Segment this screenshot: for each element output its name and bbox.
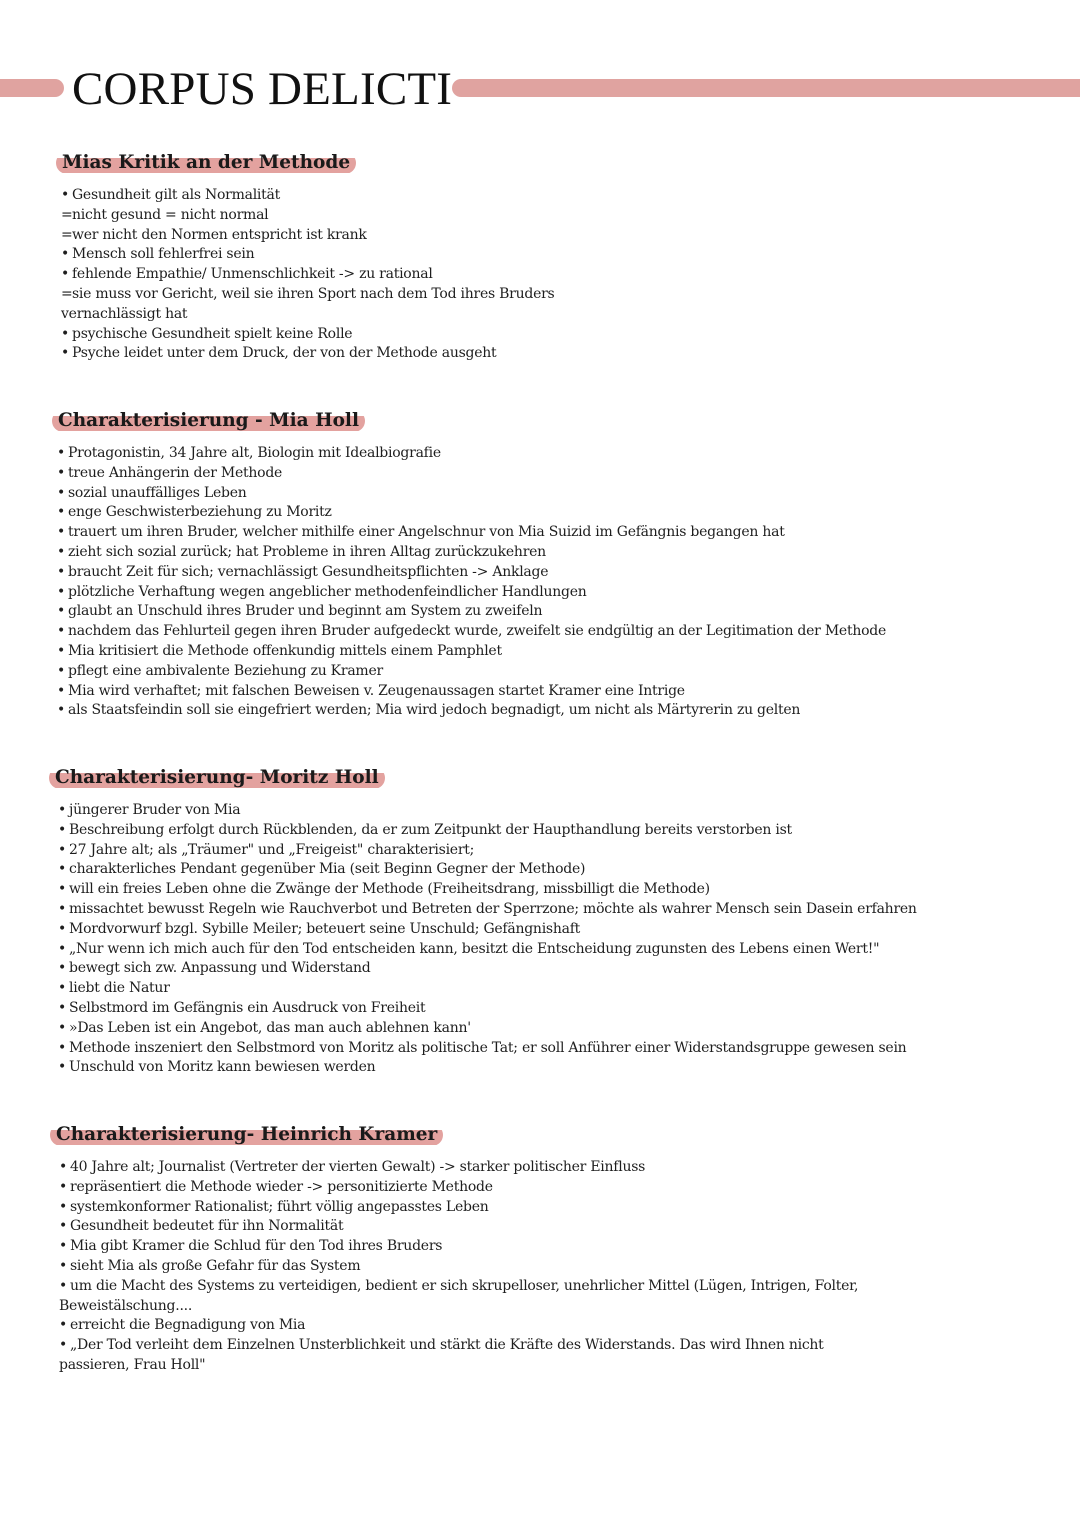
list-item-text: missachtet bewusst Regeln wie Rauchverbot und Betreten der Sperrzone; möchte als wahrer Mensch sein Dasein erfahren xyxy=(69,900,917,917)
bullet-icon: • xyxy=(61,246,70,263)
bullet-icon: • xyxy=(57,563,66,580)
list-item-text: pflegt eine ambivalente Beziehung zu Kramer xyxy=(68,662,383,679)
list-item xyxy=(57,701,1080,721)
list-item-text: Beweistälschung.... xyxy=(59,1297,193,1314)
list-item xyxy=(58,920,1080,940)
list-item xyxy=(58,1039,1080,1059)
bullet-list xyxy=(0,801,1080,1078)
bullet-icon: • xyxy=(57,642,66,659)
list-item-text: »Das Leben ist ein Angebot, das man auch ablehnen kann' xyxy=(69,1019,471,1036)
equals-marker: = xyxy=(61,206,73,223)
list-item xyxy=(61,226,1080,246)
list-item-text: plötzliche Verhaftung wegen angeblicher methodenfeindlicher Handlungen xyxy=(68,583,587,600)
bullet-icon: • xyxy=(58,999,67,1016)
bullet-icon: • xyxy=(58,841,67,858)
list-item-text: glaubt an Unschuld ihres Bruder und beginnt am System zu zweifeln xyxy=(68,603,543,620)
bullet-icon: • xyxy=(58,920,67,937)
bullet-icon: • xyxy=(57,464,66,481)
list-item-text: systemkonformer Rationalist; führt völlig angepasstes Leben xyxy=(70,1198,489,1215)
list-item-text: Gesundheit bedeutet für ihn Normalität xyxy=(70,1218,344,1235)
list-item xyxy=(59,1336,1080,1356)
list-item-text: Methode inszeniert den Selbstmord von Moritz als politische Tat; er soll Anführer einer Widerstandsgruppe gewesen sein xyxy=(69,1039,907,1056)
list-item xyxy=(57,484,1080,504)
list-item xyxy=(61,265,1080,285)
title-decoration-right xyxy=(452,79,1080,97)
list-item xyxy=(57,444,1080,464)
list-item xyxy=(61,245,1080,265)
section-heading: Charakterisierung- Moritz Holl xyxy=(49,767,385,789)
list-item-text: nachdem das Fehlurteil gegen ihren Bruder aufgedeckt wurde, zweifelt sie endgültig an der Legitimation der Methode xyxy=(68,623,887,640)
list-item-text: „Der Tod verleiht dem Einzelnen Unsterblichkeit und stärkt die Kräfte des Widerstands. Das wird Ihnen nicht xyxy=(70,1337,824,1354)
list-item xyxy=(59,1237,1080,1257)
bullet-icon: • xyxy=(57,504,66,521)
bullet-icon: • xyxy=(57,662,66,679)
bullet-icon: • xyxy=(59,1277,68,1294)
bullet-icon: • xyxy=(61,187,70,203)
list-item xyxy=(59,1297,1080,1317)
list-item xyxy=(57,503,1080,523)
list-item-text: Beschreibung erfolgt durch Rückblenden, da er zum Zeitpunkt der Haupthandlung bereits verstorben ist xyxy=(69,821,792,838)
list-item xyxy=(58,880,1080,900)
bullet-icon: • xyxy=(61,266,70,283)
list-item xyxy=(58,900,1080,920)
list-item-text: sozial unauffälliges Leben xyxy=(68,484,247,501)
equals-marker: = xyxy=(61,285,73,302)
list-item-text: Mensch soll fehlerfrei sein xyxy=(72,246,255,263)
bullet-icon: • xyxy=(59,1198,68,1215)
list-item-text: wer nicht den Normen entspricht ist krank xyxy=(72,226,367,243)
list-item xyxy=(58,860,1080,880)
list-item xyxy=(59,1178,1080,1198)
list-item xyxy=(59,1158,1080,1178)
list-item xyxy=(59,1356,1080,1376)
bullet-icon: • xyxy=(57,682,66,699)
section-mias-kritik xyxy=(0,152,1080,364)
list-item xyxy=(61,186,1080,206)
bullet-icon: • xyxy=(57,702,66,719)
list-item-text: nicht gesund = nicht normal xyxy=(72,206,269,223)
list-item xyxy=(58,979,1080,999)
bullet-icon: • xyxy=(59,1257,68,1274)
list-item xyxy=(61,305,1080,325)
list-item-text: Gesundheit gilt als Normalität xyxy=(72,187,281,203)
list-item xyxy=(58,959,1080,979)
bullet-list xyxy=(0,186,1080,364)
list-item xyxy=(57,523,1080,543)
list-item-text: „Nur wenn ich mich auch für den Tod entscheiden kann, besitzt die Entscheidung zugunsten des Lebens einen Wert!" xyxy=(69,940,880,957)
bullet-icon: • xyxy=(57,484,66,501)
bullet-icon: • xyxy=(58,802,67,818)
page-title: CORPUS DELICTI xyxy=(72,63,453,115)
list-item-text: erreicht die Begnadigung von Mia xyxy=(70,1317,306,1334)
list-item xyxy=(61,344,1080,364)
list-item-text: fehlende Empathie/ Unmenschlichkeit -> zu rational xyxy=(72,266,433,283)
list-item-text: Mordvorwurf bzgl. Sybille Meiler; beteuert seine Unschuld; Gefängnishaft xyxy=(69,920,581,937)
list-item xyxy=(58,940,1080,960)
section-heading: Charakterisierung- Heinrich Kramer xyxy=(50,1124,443,1146)
list-item xyxy=(59,1277,1080,1297)
list-item-text: charakterliches Pendant gegenüber Mia (seit Beginn Gegner der Methode) xyxy=(69,861,586,878)
bullet-icon: • xyxy=(59,1317,68,1334)
list-item-text: Mia wird verhaftet; mit falschen Beweisen v. Zeugenaussagen startet Kramer eine Intrige xyxy=(68,682,685,699)
list-item xyxy=(58,1019,1080,1039)
list-item xyxy=(57,642,1080,662)
section-heading: Charakterisierung - Mia Holl xyxy=(52,410,365,432)
list-item-text: vernachlässigt hat xyxy=(61,305,188,322)
list-item-text: repräsentiert die Methode wieder -> personitizierte Methode xyxy=(70,1178,493,1195)
list-item xyxy=(57,602,1080,622)
list-item-text: treue Anhängerin der Methode xyxy=(68,464,283,481)
list-item xyxy=(57,464,1080,484)
list-item-text: Mia gibt Kramer die Schlud für den Tod ihres Bruders xyxy=(70,1238,443,1255)
list-item xyxy=(59,1198,1080,1218)
list-item-text: jüngerer Bruder von Mia xyxy=(69,802,241,818)
list-item xyxy=(61,206,1080,226)
bullet-list xyxy=(0,1158,1080,1376)
list-item-text: als Staatsfeindin soll sie eingefriert werden; Mia wird jedoch begnadigt, um nicht als Märtyrerin zu gelten xyxy=(68,702,801,719)
list-item-text: braucht Zeit für sich; vernachlässigt Gesundheitspflichten -> Anklage xyxy=(68,563,549,580)
list-item-text: Selbstmord im Gefängnis ein Ausdruck von Freiheit xyxy=(69,999,426,1016)
list-item xyxy=(59,1316,1080,1336)
list-item xyxy=(59,1217,1080,1237)
list-item-text: sieht Mia als große Gefahr für das System xyxy=(70,1257,361,1274)
list-item-text: psychische Gesundheit spielt keine Rolle xyxy=(72,325,353,342)
bullet-icon: • xyxy=(57,445,66,461)
section-heinrich-kramer xyxy=(0,1124,1080,1376)
bullet-icon: • xyxy=(58,1039,67,1056)
section-heading: Mias Kritik an der Methode xyxy=(56,152,356,174)
bullet-icon: • xyxy=(57,603,66,620)
list-item xyxy=(58,1058,1080,1078)
bullet-icon: • xyxy=(58,1019,67,1036)
bullet-icon: • xyxy=(57,583,66,600)
section-moritz-holl xyxy=(0,767,1080,1078)
bullet-icon: • xyxy=(58,980,67,997)
list-item xyxy=(58,801,1080,821)
list-item-text: passieren, Frau Holl" xyxy=(59,1356,206,1373)
list-item xyxy=(57,662,1080,682)
bullet-list xyxy=(0,444,1080,721)
list-item-text: Psyche leidet unter dem Druck, der von der Methode ausgeht xyxy=(72,345,497,362)
list-item xyxy=(58,821,1080,841)
list-item-text: trauert um ihren Bruder, welcher mithilfe einer Angelschnur von Mia Suizid im Gefängnis begangen hat xyxy=(68,524,785,541)
list-item-text: enge Geschwisterbeziehung zu Moritz xyxy=(68,504,332,521)
list-item xyxy=(57,622,1080,642)
list-item-text: 27 Jahre alt; als „Träumer" und „Freigeist" charakterisiert; xyxy=(69,841,475,858)
bullet-icon: • xyxy=(58,940,67,957)
list-item-text: um die Macht des Systems zu verteidigen, bedient er sich skrupelloser, unehrlicher Mittel (Lügen, Intrigen, Folter, xyxy=(70,1277,859,1294)
list-item xyxy=(61,325,1080,345)
bullet-icon: • xyxy=(57,524,66,541)
bullet-icon: • xyxy=(58,1059,67,1076)
list-item-text: Mia kritisiert die Methode offenkundig mittels einem Pamphlet xyxy=(68,642,502,659)
list-item xyxy=(57,583,1080,603)
bullet-icon: • xyxy=(59,1238,68,1255)
bullet-icon: • xyxy=(57,623,66,640)
list-item xyxy=(61,285,1080,305)
list-item xyxy=(59,1257,1080,1277)
list-item-text: will ein freies Leben ohne die Zwänge der Methode (Freiheitsdrang, missbilligt die Methode) xyxy=(69,881,710,898)
bullet-icon: • xyxy=(58,821,67,838)
list-item-text: liebt die Natur xyxy=(69,980,170,997)
section-mia-holl xyxy=(0,410,1080,721)
bullet-icon: • xyxy=(58,881,67,898)
list-item xyxy=(58,999,1080,1019)
list-item xyxy=(57,543,1080,563)
bullet-icon: • xyxy=(61,345,70,362)
bullet-icon: • xyxy=(58,900,67,917)
bullet-icon: • xyxy=(57,543,66,560)
bullet-icon: • xyxy=(58,861,67,878)
bullet-icon: • xyxy=(59,1218,68,1235)
list-item xyxy=(57,682,1080,702)
bullet-icon: • xyxy=(59,1178,68,1195)
bullet-icon: • xyxy=(59,1159,68,1175)
bullet-icon: • xyxy=(61,325,70,342)
list-item-text: bewegt sich zw. Anpassung und Widerstand xyxy=(69,960,371,977)
list-item-text: zieht sich sozial zurück; hat Probleme in ihren Alltag zurückzukehren xyxy=(68,543,546,560)
equals-marker: = xyxy=(61,226,73,243)
list-item xyxy=(57,563,1080,583)
list-item-text: sie muss vor Gericht, weil sie ihren Sport nach dem Tod ihres Bruders xyxy=(72,285,555,302)
bullet-icon: • xyxy=(59,1337,68,1354)
list-item-text: Protagonistin, 34 Jahre alt, Biologin mit Idealbiografie xyxy=(68,445,441,461)
title-decoration-left xyxy=(0,79,64,97)
list-item-text: Unschuld von Moritz kann bewiesen werden xyxy=(69,1059,376,1076)
list-item xyxy=(58,841,1080,861)
list-item-text: 40 Jahre alt; Journalist (Vertreter der vierten Gewalt) -> starker politischer Einfluss xyxy=(70,1159,646,1175)
bullet-icon: • xyxy=(58,960,67,977)
